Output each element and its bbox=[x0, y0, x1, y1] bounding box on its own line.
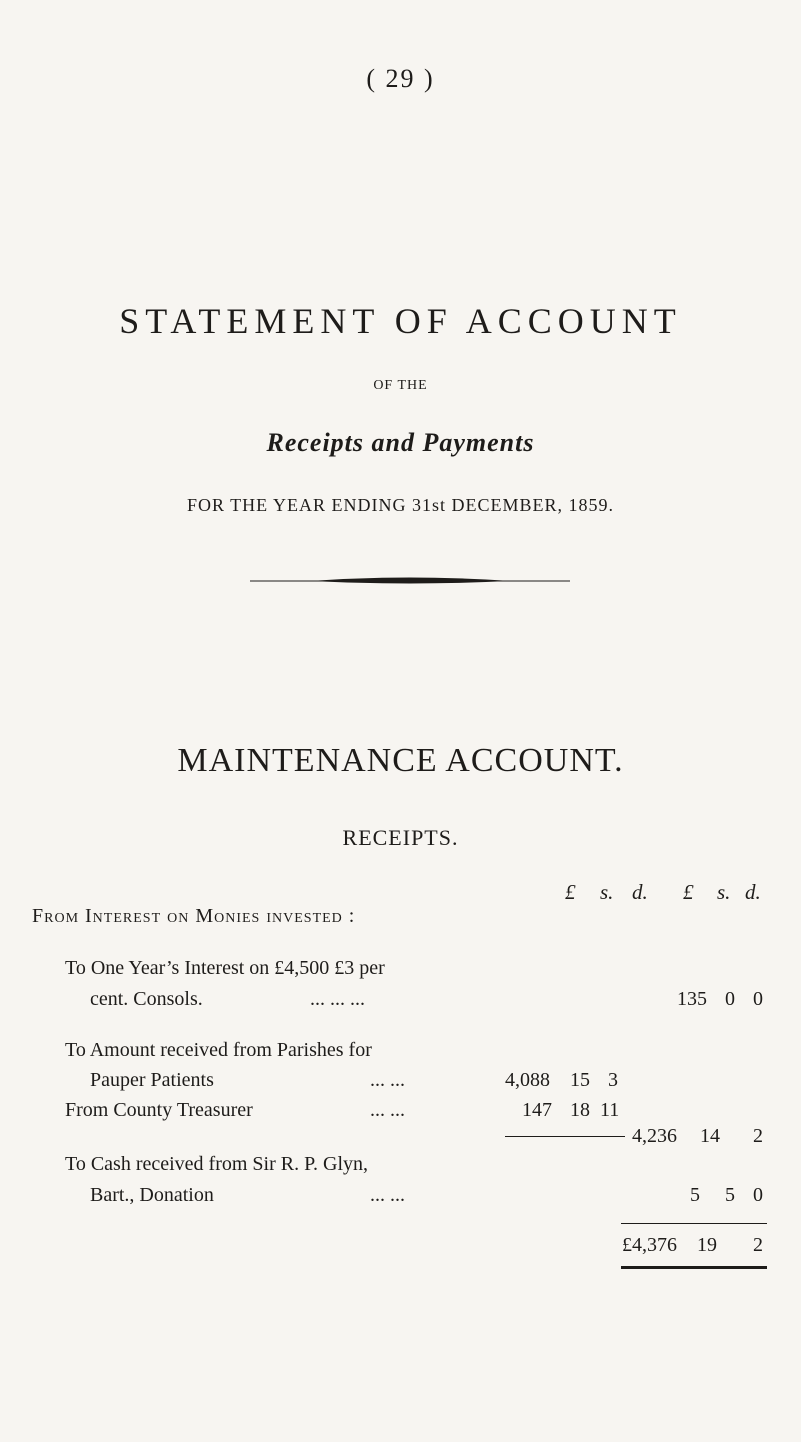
donation-pounds: 5 bbox=[690, 1184, 700, 1206]
county-pence: 11 bbox=[600, 1099, 620, 1121]
parishes-line2: Pauper Patients bbox=[90, 1069, 214, 1091]
receipts-heading: RECEIPTS. bbox=[342, 825, 459, 850]
interest-pence: 0 bbox=[753, 988, 763, 1010]
subtotal-rule bbox=[505, 1136, 625, 1137]
statement-title: STATEMENT OF ACCOUNT bbox=[119, 301, 682, 341]
parishes-pounds: 4,088 bbox=[505, 1069, 550, 1091]
interest-line1: To One Year’s Interest on £4,500 £3 per bbox=[65, 957, 385, 979]
interest-shillings: 0 bbox=[725, 988, 735, 1010]
donation-line2: Bart., Donation bbox=[90, 1184, 214, 1206]
donation-dots: ... ... bbox=[370, 1184, 405, 1206]
section-title: MAINTENANCE ACCOUNT. bbox=[177, 742, 624, 779]
parishes-pence: 3 bbox=[608, 1069, 618, 1091]
county-shillings: 18 bbox=[570, 1099, 590, 1121]
ornament-divider-icon bbox=[250, 576, 570, 586]
outer-pence-header: d. bbox=[745, 880, 761, 904]
county-line1: From County Treasurer bbox=[65, 1099, 253, 1121]
interest-dots: ... ... ... bbox=[310, 988, 365, 1010]
total-pence: 2 bbox=[753, 1234, 763, 1256]
parishes-dots: ... ... bbox=[370, 1069, 405, 1091]
receipts-payments-subtitle: Receipts and Payments bbox=[266, 428, 535, 457]
donation-shillings: 5 bbox=[725, 1184, 735, 1206]
total-bottom-rule bbox=[621, 1266, 767, 1269]
page-number: ( 29 ) bbox=[366, 64, 435, 93]
interest-pounds: 135 bbox=[677, 988, 707, 1010]
total-top-rule bbox=[621, 1223, 767, 1224]
parishes-shillings: 15 bbox=[570, 1069, 590, 1091]
inner-shillings-header: s. bbox=[600, 880, 614, 904]
total-pounds: £4,376 bbox=[622, 1234, 677, 1256]
county-pounds: 147 bbox=[522, 1099, 552, 1121]
subtotal-pounds: 4,236 bbox=[632, 1125, 677, 1147]
outer-pounds-header: £ bbox=[683, 880, 694, 904]
inner-pence-header: d. bbox=[632, 880, 648, 904]
group-heading: From Interest on Monies invested : bbox=[32, 905, 356, 927]
total-shillings: 19 bbox=[697, 1234, 717, 1256]
outer-shillings-header: s. bbox=[717, 880, 731, 904]
subtotal-pence: 2 bbox=[753, 1125, 763, 1147]
donation-pence: 0 bbox=[753, 1184, 763, 1206]
of-the-label: OF THE bbox=[373, 378, 428, 393]
interest-line2: cent. Consols. bbox=[90, 988, 203, 1010]
period-line: FOR THE YEAR ENDING 31st DECEMBER, 1859. bbox=[186, 495, 614, 515]
parishes-line1: To Amount received from Parishes for bbox=[65, 1039, 372, 1061]
subtotal-shillings: 14 bbox=[700, 1125, 720, 1147]
county-dots: ... ... bbox=[370, 1099, 405, 1121]
donation-line1: To Cash received from Sir R. P. Glyn, bbox=[65, 1153, 369, 1175]
inner-pounds-header: £ bbox=[565, 880, 576, 904]
